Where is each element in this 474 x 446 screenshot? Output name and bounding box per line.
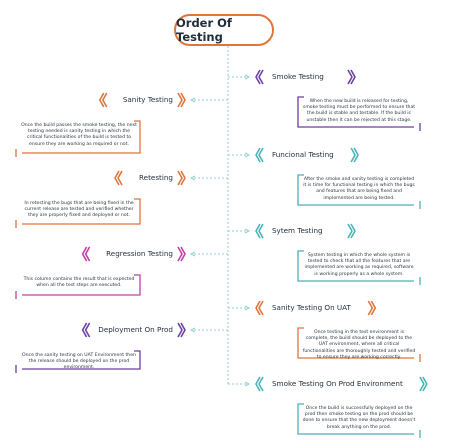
step-1-description: When the new build is released for testing, smoke testing must be performed to ensure that the build is stable and testable. If the build is unstable then it can be rejected at this stage. (302, 99, 416, 123)
step-4-description: In retesting the bugs that are being fixed in the current release are tested and verified whether they are properly fixed and deployed or not. (24, 201, 134, 219)
step-2-title: Sanity Testing (122, 95, 173, 104)
step-9-title: Smoke Testing On Prod Environment (272, 379, 403, 388)
step-1-title: Smoke Testing (272, 72, 324, 81)
diagram-title: Order Of Testing (174, 14, 274, 46)
step-8-title: Deployment On Prod (98, 325, 173, 334)
step-6-title: Regression Testing (106, 249, 173, 258)
step-5-description: System testing in which the whole system is tested to check that all the features that are implemented are working as required, software is working properly as a whole system. (304, 253, 414, 277)
step-5-title: Sytem Testing (272, 226, 323, 235)
step-9-description: Once the build is successfully deployed on the prod then smoke testing on the prod should be done to ensure that the new deployment doesn't break anything on the prod. (302, 406, 416, 430)
step-3-description: After the smoke and sanity testing is completed it is time for functional testing in which the bugs and features that are being fixed and implemented are being tested. (303, 177, 415, 201)
step-3-title: Funcional Testing (272, 150, 334, 159)
step-4-title: Retesting (138, 173, 173, 182)
step-7-title: Sanity Testing On UAT (272, 303, 351, 312)
step-6-description: This column contains the result that is expected when all the test steps are executed. (23, 277, 135, 289)
step-7-description: Once testing in the test environment is complete, the build should be deployed to the UAT environment, where all critical functionalities are thoroughly tested and verified to ensure they are working correctly. (302, 330, 416, 360)
step-2-description: Once the build passes the smoke testing, the next testing needed is sanity testing in which the critical functionalities of the build is tested to ensure they are working as required or not. (21, 123, 137, 147)
step-8-description: Once the sanity testing on UAT Environment then the release should be deployed on the prod environment. (22, 353, 136, 371)
